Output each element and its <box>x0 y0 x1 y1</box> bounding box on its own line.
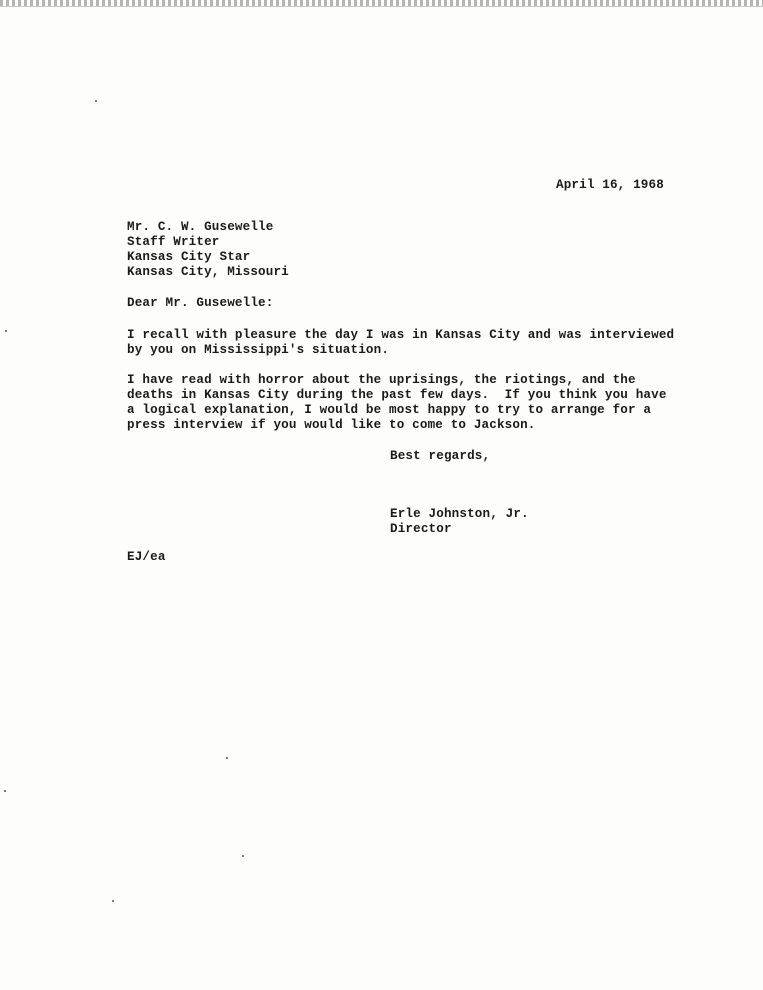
paragraph-1-line-1: I recall with pleasure the day I was in Kansas City and was interviewed <box>127 328 675 342</box>
paper-speck <box>5 330 7 332</box>
paragraph-2-line-2: deaths in Kansas City during the past few days. If you think you have <box>127 388 667 402</box>
paper-speck <box>112 900 114 902</box>
recipient-title: Staff Writer <box>127 235 220 249</box>
recipient-location: Kansas City, Missouri <box>127 265 289 279</box>
paragraph-1-line-2: by you on Mississippi's situation. <box>127 343 390 357</box>
letter-date: April 16, 1968 <box>556 178 664 192</box>
page-top-edge-line <box>0 6 763 7</box>
recipient-organization: Kansas City Star <box>127 250 251 264</box>
paragraph-2-line-1: I have read with horror about the uprisings, the riotings, and the <box>127 373 636 387</box>
signature-name: Erle Johnston, Jr. <box>390 507 529 521</box>
paragraph-2-line-3: a logical explanation, I would be most happy to try to arrange for a <box>127 403 652 417</box>
recipient-name: Mr. C. W. Gusewelle <box>127 220 274 234</box>
typist-initials: EJ/ea <box>127 550 166 564</box>
paper-speck <box>226 757 228 759</box>
salutation: Dear Mr. Gusewelle: <box>127 296 274 310</box>
paper-speck <box>242 855 244 857</box>
closing: Best regards, <box>390 449 491 463</box>
paragraph-2-line-4: press interview if you would like to come to Jackson. <box>127 418 536 432</box>
signature-title: Director <box>390 522 452 536</box>
paper-speck <box>4 790 6 792</box>
paper-speck <box>95 100 97 102</box>
